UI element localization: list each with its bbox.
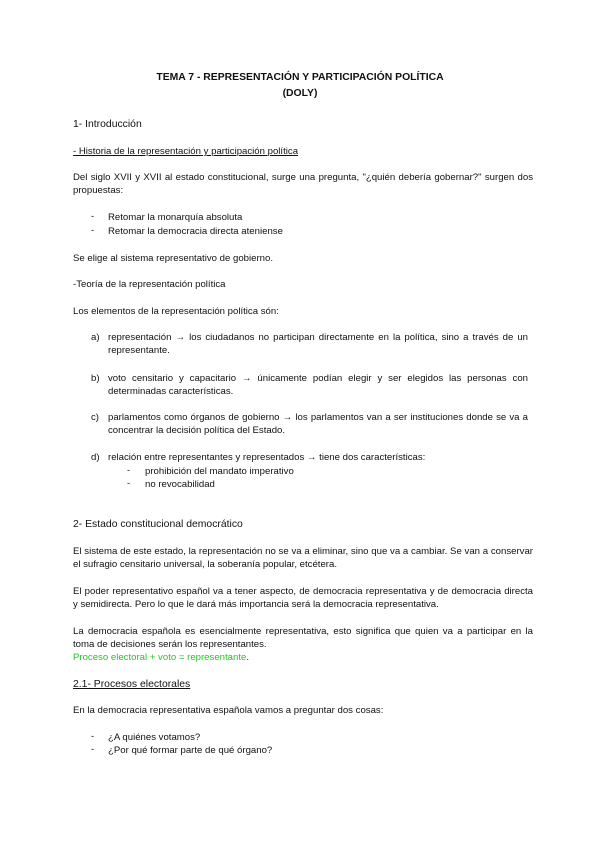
paragraph-sistema-estado: El sistema de este estado, la representación no se va a eliminar, sino que va a cambiar. Se van a conservar el sufragio censitario universal, la soberanía popular, etcétera. <box>73 546 533 570</box>
paragraph-poder-representativo: El poder representativo español va a tener aspecto, de democracia representativa y de democracia directa y semidirecta. Pero lo que le dará más importancia será la democracia representativa. <box>73 586 533 610</box>
list-item: relación entre representantes y representados → tiene dos características: <box>108 452 426 463</box>
highlight-formula: Proceso electoral + voto = representante <box>73 652 247 663</box>
list-item: Retomar la democracia directa ateniense <box>108 226 283 237</box>
document-subtitle: (DOLY) <box>282 88 318 99</box>
highlight-period: . <box>246 652 249 663</box>
bullet-marker: - <box>91 211 95 222</box>
highlight-line <box>73 651 533 664</box>
bullet-marker: - <box>91 731 95 742</box>
paragraph-siglo: Del siglo XVII y XVII al estado constitucional, surge una pregunta, "¿quién debería gobernar?" surgen dos propuestas: <box>73 172 533 196</box>
section-heading-estado: 2- Estado constitucional democrático <box>73 519 243 530</box>
list-item: voto censitario y capacitario → únicamente podían elegir y ser elegidos las personas con determinadas características. <box>108 373 528 397</box>
subheading-teoria: -Teoría de la representación política <box>73 279 226 290</box>
paragraph-sistema-representativo: Se elige al sistema representativo de gobierno. <box>73 253 273 264</box>
paragraph-democracia-espanola: La democracia española es esencialmente representativa, esto significa que quien va a participar en la toma de decisiones serán los representantes. <box>73 626 533 650</box>
bullet-marker: - <box>127 478 131 489</box>
list-item: representación → los ciudadanos no participan directamente en la política, sino a través de un representante. <box>108 332 528 356</box>
sub-list-item: no revocabilidad <box>145 479 215 490</box>
list-item: ¿Por qué formar parte de qué órgano? <box>108 745 273 756</box>
list-marker: b) <box>91 373 100 384</box>
list-item: ¿A quiénes votamos? <box>108 732 201 743</box>
list-marker: c) <box>91 412 99 423</box>
subheading-procesos: 2.1- Procesos electorales <box>73 679 191 690</box>
paragraph-dos-cosas: En la democracia representativa española vamos a preguntar dos cosas: <box>73 705 384 716</box>
bullet-marker: - <box>91 744 95 755</box>
list-item: Retomar la monarquía absoluta <box>108 212 243 223</box>
list-marker: a) <box>91 332 100 343</box>
bullet-marker: - <box>91 225 95 236</box>
section-heading-introduccion: 1- Introducción <box>73 119 142 130</box>
document-title: TEMA 7 - REPRESENTACIÓN Y PARTICIPACIÓN POLÍTICA <box>156 72 444 83</box>
list-marker: d) <box>91 452 100 463</box>
paragraph-elementos: Los elementos de la representación política són: <box>73 306 279 317</box>
sub-list-item: prohibición del mandato imperativo <box>145 466 294 477</box>
bullet-marker: - <box>127 465 131 476</box>
subheading-historia: - Historia de la representación y participación política <box>73 146 299 157</box>
list-item: parlamentos como órganos de gobierno → los parlamentos van a ser instituciones donde se va a concentrar la decisión política del Estado. <box>108 412 528 436</box>
